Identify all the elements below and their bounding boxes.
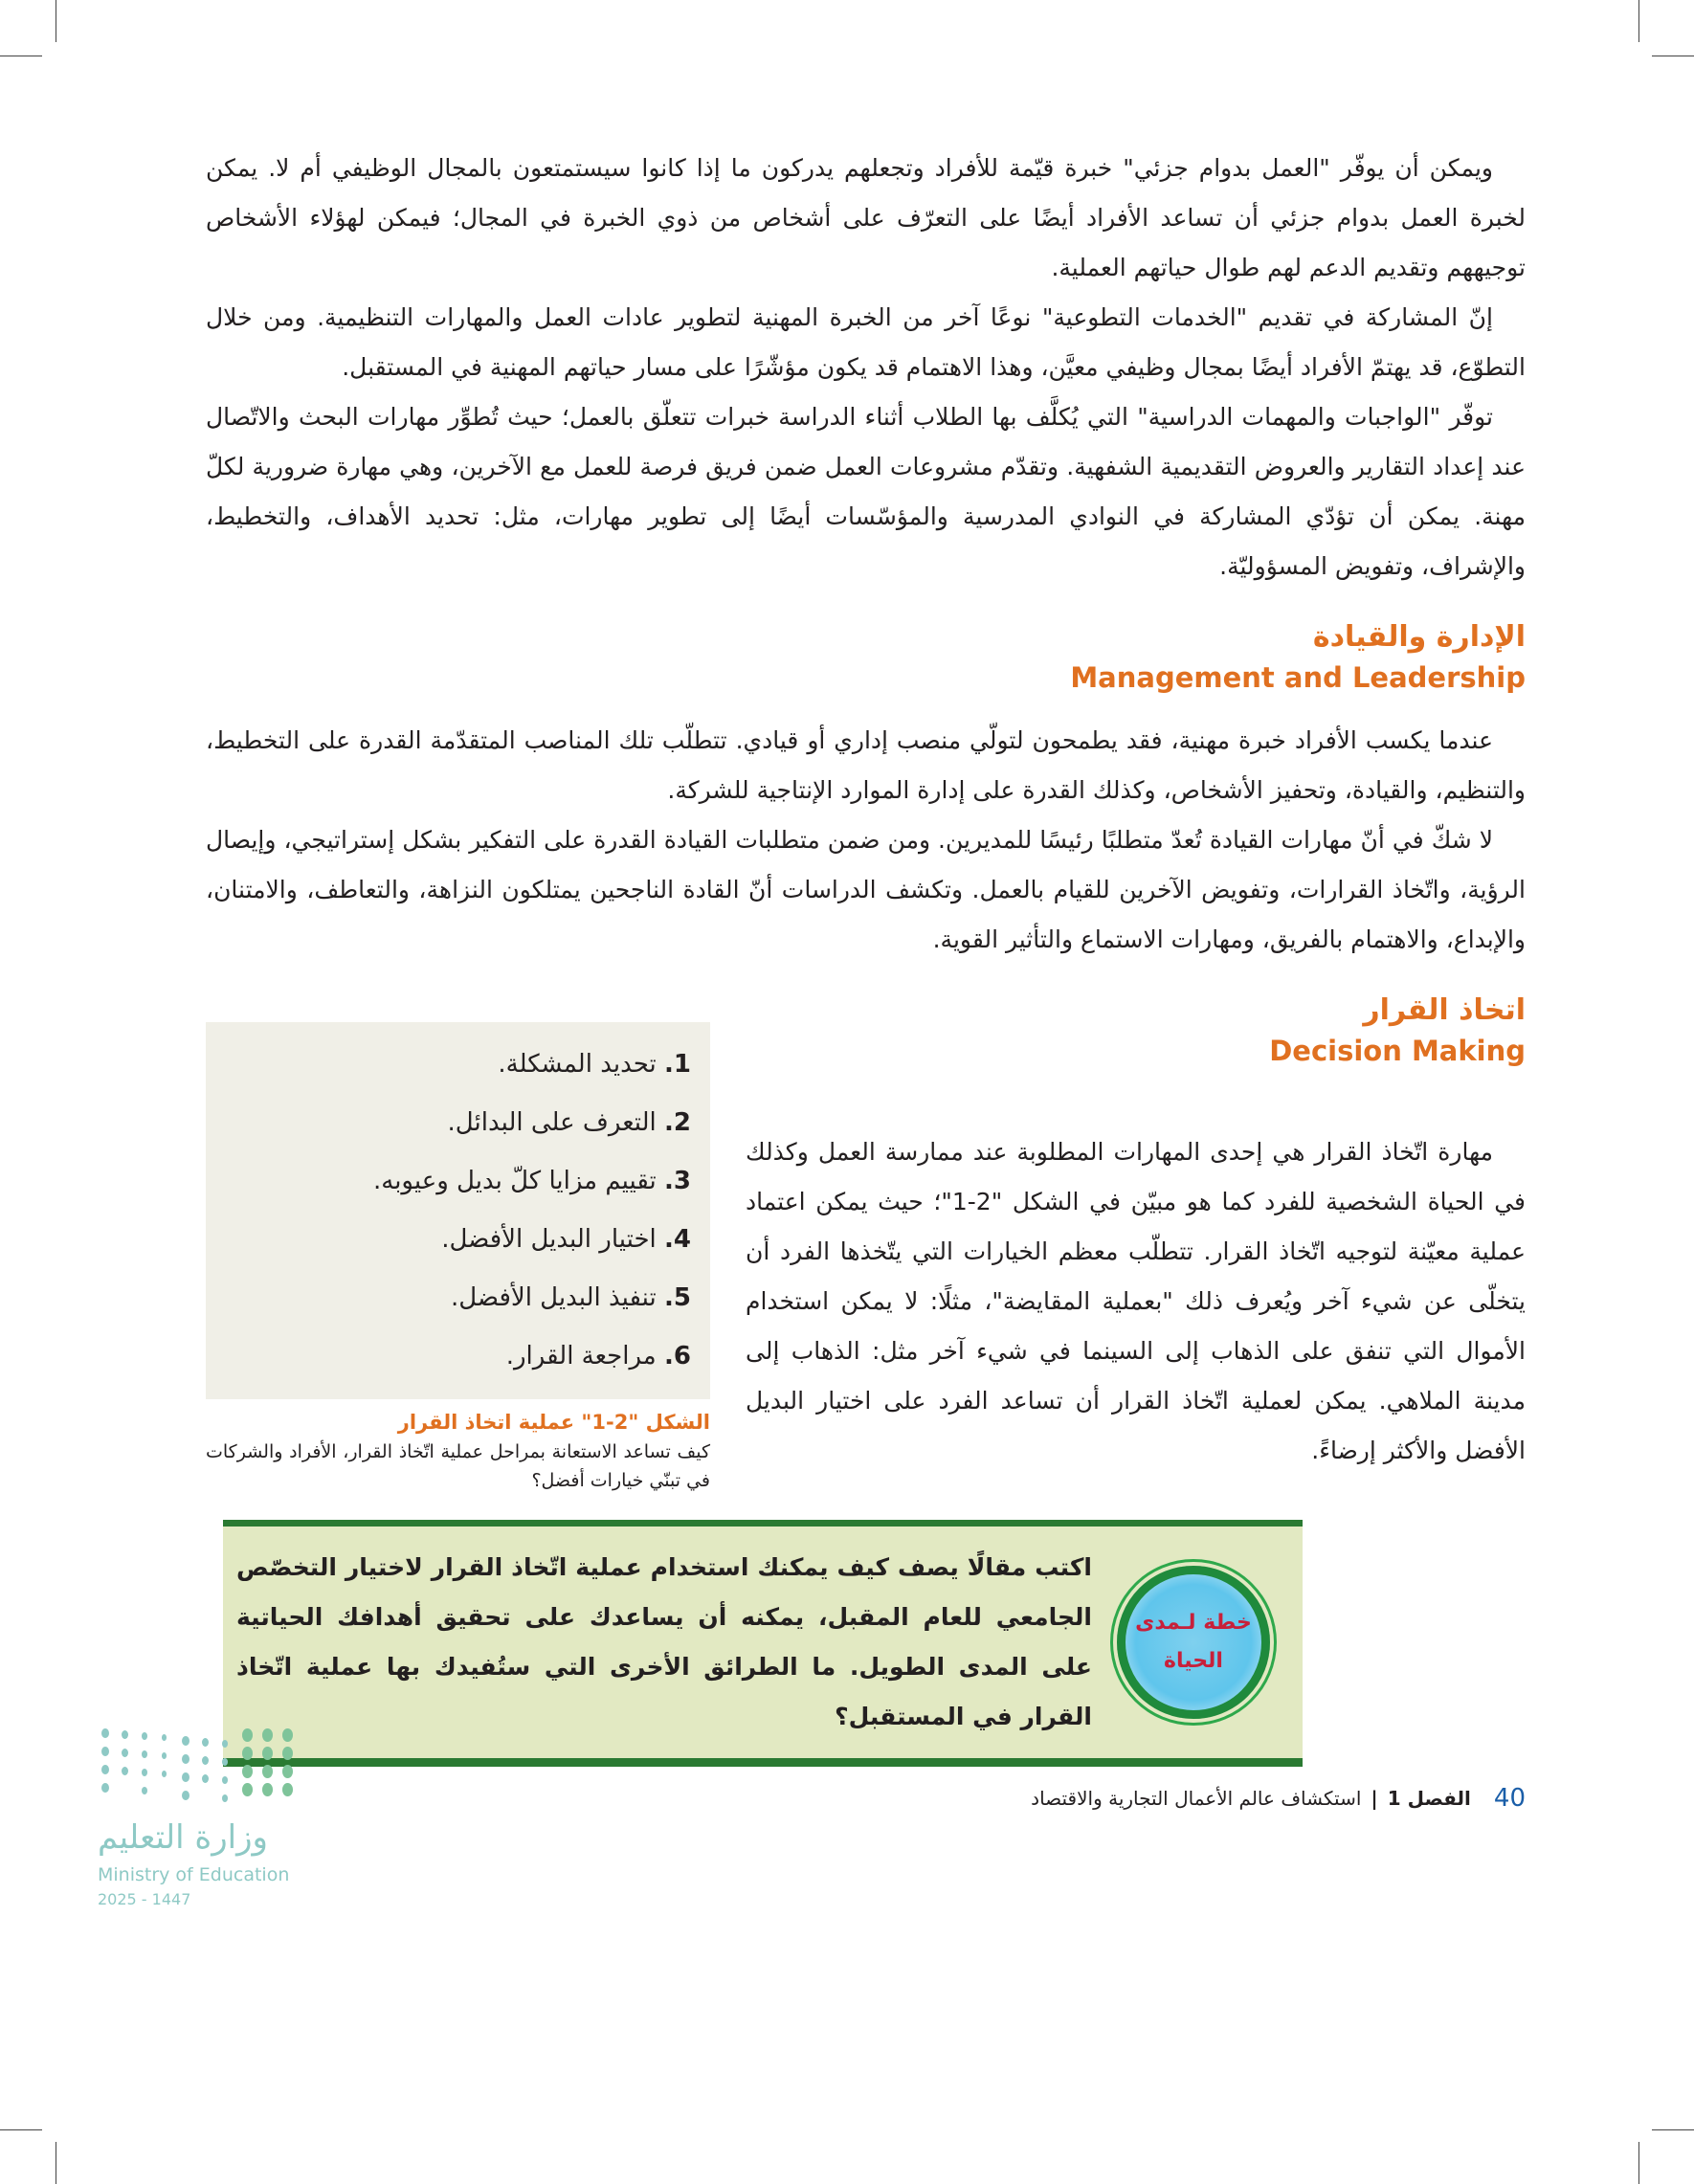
logo-dot	[262, 1728, 273, 1742]
logo-dot	[202, 1738, 209, 1747]
figure-caption-text: كيف تساعد الاستعانة بمراحل عملية اتّخاذ القرار، الأفراد والشركات في تبنّي خيارات أفضل؟	[206, 1441, 710, 1491]
step-text: تقييم مزايا كلّ بديل وعيوبه.	[372, 1167, 657, 1195]
step-text: تحديد المشكلة.	[498, 1050, 657, 1079]
logo-dot	[282, 1747, 293, 1760]
page-bottom	[98, 1728, 1526, 1920]
paragraph: توفّر "الواجبات والمهمات الدراسية" التي يُكلَّف بها الطلاب أثناء الدراسة خبرات تتعلّق بالعمل؛ حيث تُطوِّر مهارات البحث والاتّصال عند إعداد التقارير والعروض التقديمية الشفهية. وتقدّم مشروعات العمل ضمن فريق فرصة للعمل مع الآخرين، وهي مهارة ضرورية لكلّ مهنة. يمكن أن تؤدّي المشاركة في النوادي المدرسية والمؤسّسات أيضًا إلى تطوير مهارات، مثل: تحديد الأهداف، والتخطيط، والإشراف، وتفويض المسؤوليّة.	[206, 403, 1526, 580]
logo-dot	[142, 1750, 147, 1758]
decision-section	[206, 1022, 1526, 1495]
step-text: تنفيذ البديل الأفضل.	[450, 1283, 657, 1312]
logo-dot	[242, 1728, 253, 1742]
logo-dot	[182, 1772, 189, 1782]
figure-caption-title: الشكل "2-1" عملية اتخاذ القرار	[397, 1411, 710, 1434]
logo-dot	[202, 1774, 209, 1783]
logo-dot	[142, 1732, 147, 1740]
paragraph: إنّ المشاركة في تقديم "الخدمات التطوعية" نوعًا آخر من الخبرة المهنية لتطوير عادات العمل والمهارات التنظيمية. ومن خلال التطوّع، قد يهتمّ الأفراد أيضًا بمجال وظيفي معيَّن، وهذا الاهتمام قد يكون مؤشّرًا على مسار حياتهم المهنية في المستقبل.	[206, 303, 1526, 381]
step-text: مراجعة القرار.	[505, 1342, 657, 1371]
step-number: 1.	[664, 1050, 691, 1079]
step-number: 3.	[664, 1167, 691, 1195]
step-number: 5.	[664, 1283, 691, 1312]
step-item	[206, 1036, 691, 1094]
decision-steps-figure	[206, 1022, 710, 1399]
logo-dot	[242, 1747, 253, 1760]
paragraph: ويمكن أن يوفّر "العمل بدوام جزئي" خبرة قيّمة للأفراد وتجعلهم يدركون ما إذا كانوا سيستمتعون بالمجال الوظيفي أم لا. يمكن لخبرة العمل بدوام جزئي أن تساعد الأفراد أيضًا على التعرّف على أشخاص من ذوي الخبرة في المجال؛ فيمكن لهؤلاء الأشخاص توجيههم وتقديم الدعم لهم طوال حياتهم العملية.	[206, 154, 1526, 281]
logo-dot	[122, 1749, 128, 1757]
logo-dot	[142, 1787, 147, 1794]
step-item	[206, 1211, 691, 1269]
section-heading-ar: اتخاذ القرار	[1363, 993, 1526, 1027]
decision-figure-column	[206, 1022, 710, 1495]
lifelong-plan-badge-icon	[1117, 1566, 1270, 1719]
step-number: 6.	[664, 1342, 691, 1371]
chapter-label: الفصل 1	[1387, 1787, 1471, 1810]
section-heading-en: Decision Making	[1269, 1035, 1526, 1067]
crop-mark	[1652, 2129, 1694, 2130]
step-item	[206, 1152, 691, 1211]
logo-dot	[162, 1734, 167, 1741]
activity-text: اكتب مقالًا يصف كيف يمكنك استخدام عملية اتّخاذ القرار لاختيار التخصّص الجامعي للعام المقبل، يمكنه أن يساعدك على تحقيق أهدافك الحياتية على المدى الطويل. ما الطرائق الأخرى التي ستُفيدك بها عملية اتّخاذ القرار في المستقبل؟	[236, 1553, 1092, 1730]
chapter-title: استكشاف عالم الأعمال التجارية والاقتصاد	[1031, 1787, 1362, 1810]
paragraph: لا شكّ في أنّ مهارات القيادة تُعدّ متطلبًا رئيسًا للمديرين. ومن ضمن متطلبات القيادة القدرة على التفكير بشكل إستراتيجي، وإيصال الرؤية، واتّخاذ القرارات، وتفويض الآخرين للقيام بالعمل. وتكشف الدراسات أنّ القادة الناجحين يمتلكون النزاهة، والتعاطف، والامتنان، والإبداع، والاهتمام بالفريق، ومهارات الاستماع والتأثير القوية.	[206, 826, 1526, 953]
logo-dot	[282, 1728, 293, 1742]
page-footer	[1031, 1784, 1526, 1813]
management-paragraphs	[206, 716, 1526, 965]
badge-line: خطة لـمدى	[1135, 1611, 1252, 1635]
ministry-logo-ar: وزارة التعليم	[98, 1818, 268, 1857]
step-text: اختيار البديل الأفضل.	[441, 1225, 657, 1254]
logo-dot	[282, 1783, 293, 1796]
logo-dot	[222, 1740, 228, 1748]
logo-dot	[262, 1747, 273, 1760]
step-number: 4.	[664, 1225, 691, 1254]
logo-dot	[242, 1765, 253, 1778]
logo-dot	[282, 1765, 293, 1778]
logo-dot	[101, 1783, 109, 1793]
step-item	[206, 1269, 691, 1327]
logo-dot	[182, 1736, 189, 1746]
logo-dot	[101, 1728, 109, 1738]
logo-dot	[122, 1730, 128, 1739]
logo-dot	[202, 1756, 209, 1765]
section-heading-en: Management and Leadership	[1070, 661, 1526, 694]
crop-mark	[1638, 2142, 1639, 2184]
ministry-logo-icon	[98, 1728, 318, 1824]
logo-dot	[182, 1754, 189, 1764]
intro-paragraphs	[206, 144, 1526, 591]
logo-dot	[222, 1758, 228, 1766]
logo-dot	[101, 1765, 109, 1774]
logo-dot	[122, 1767, 128, 1775]
page-number: 40	[1493, 1784, 1526, 1813]
footer-separator: |	[1371, 1787, 1378, 1810]
step-item	[206, 1327, 691, 1386]
step-item	[206, 1094, 691, 1152]
logo-dot	[222, 1794, 228, 1802]
logo-dot	[262, 1783, 273, 1796]
paragraph: عندما يكسب الأفراد خبرة مهنية، فقد يطمحون لتولّي منصب إداري أو قيادي. تتطلّب تلك المناصب المتقدّمة القدرة على التخطيط، والتنظيم، والقيادة، وتحفيز الأشخاص، وكذلك القدرة على إدارة الموارد الإنتاجية للشركة.	[206, 726, 1526, 804]
ministry-logo-en: Ministry of Education	[98, 1864, 290, 1885]
ministry-logo	[98, 1728, 318, 1920]
decision-paragraph	[746, 1127, 1526, 1476]
logo-dot	[182, 1791, 189, 1800]
badge-line: الحياة	[1164, 1649, 1223, 1673]
step-text: التعرف على البدائل.	[447, 1108, 657, 1137]
logo-dot	[222, 1776, 228, 1784]
logo-dot	[142, 1769, 147, 1776]
step-number: 2.	[664, 1108, 691, 1137]
logo-dot	[101, 1747, 109, 1756]
crop-mark	[0, 2129, 42, 2130]
logo-dot	[242, 1783, 253, 1796]
logo-dot	[162, 1752, 167, 1759]
section-heading-ar: الإدارة والقيادة	[1312, 620, 1526, 654]
paragraph: مهارة اتّخاذ القرار هي إحدى المهارات المطلوبة عند ممارسة العمل وكذلك في الحياة الشخصية للفرد كما هو مبيّن في الشكل "2-1"؛ حيث يمكن اعتماد عملية معيّنة لتوجيه اتّخاذ القرار. تتطلّب معظم الخيارات التي يتّخذها الفرد أن يتخلّى عن شيء آخر ويُعرف ذلك "بعملية المقايضة"، مثلًا: لا يمكن استخدام الأموال التي تنفق على الذهاب إلى السينما في شيء آخر مثل: الذهاب إلى مدينة الملاهي. يمكن لعملية اتّخاذ القرار أن تساعد الفرد على اختيار البديل الأفضل والأكثر إرضاءً.	[746, 1138, 1526, 1464]
logo-dot	[162, 1771, 167, 1777]
logo-dot	[262, 1765, 273, 1778]
ministry-logo-year: 2025 - 1447	[98, 1890, 191, 1908]
